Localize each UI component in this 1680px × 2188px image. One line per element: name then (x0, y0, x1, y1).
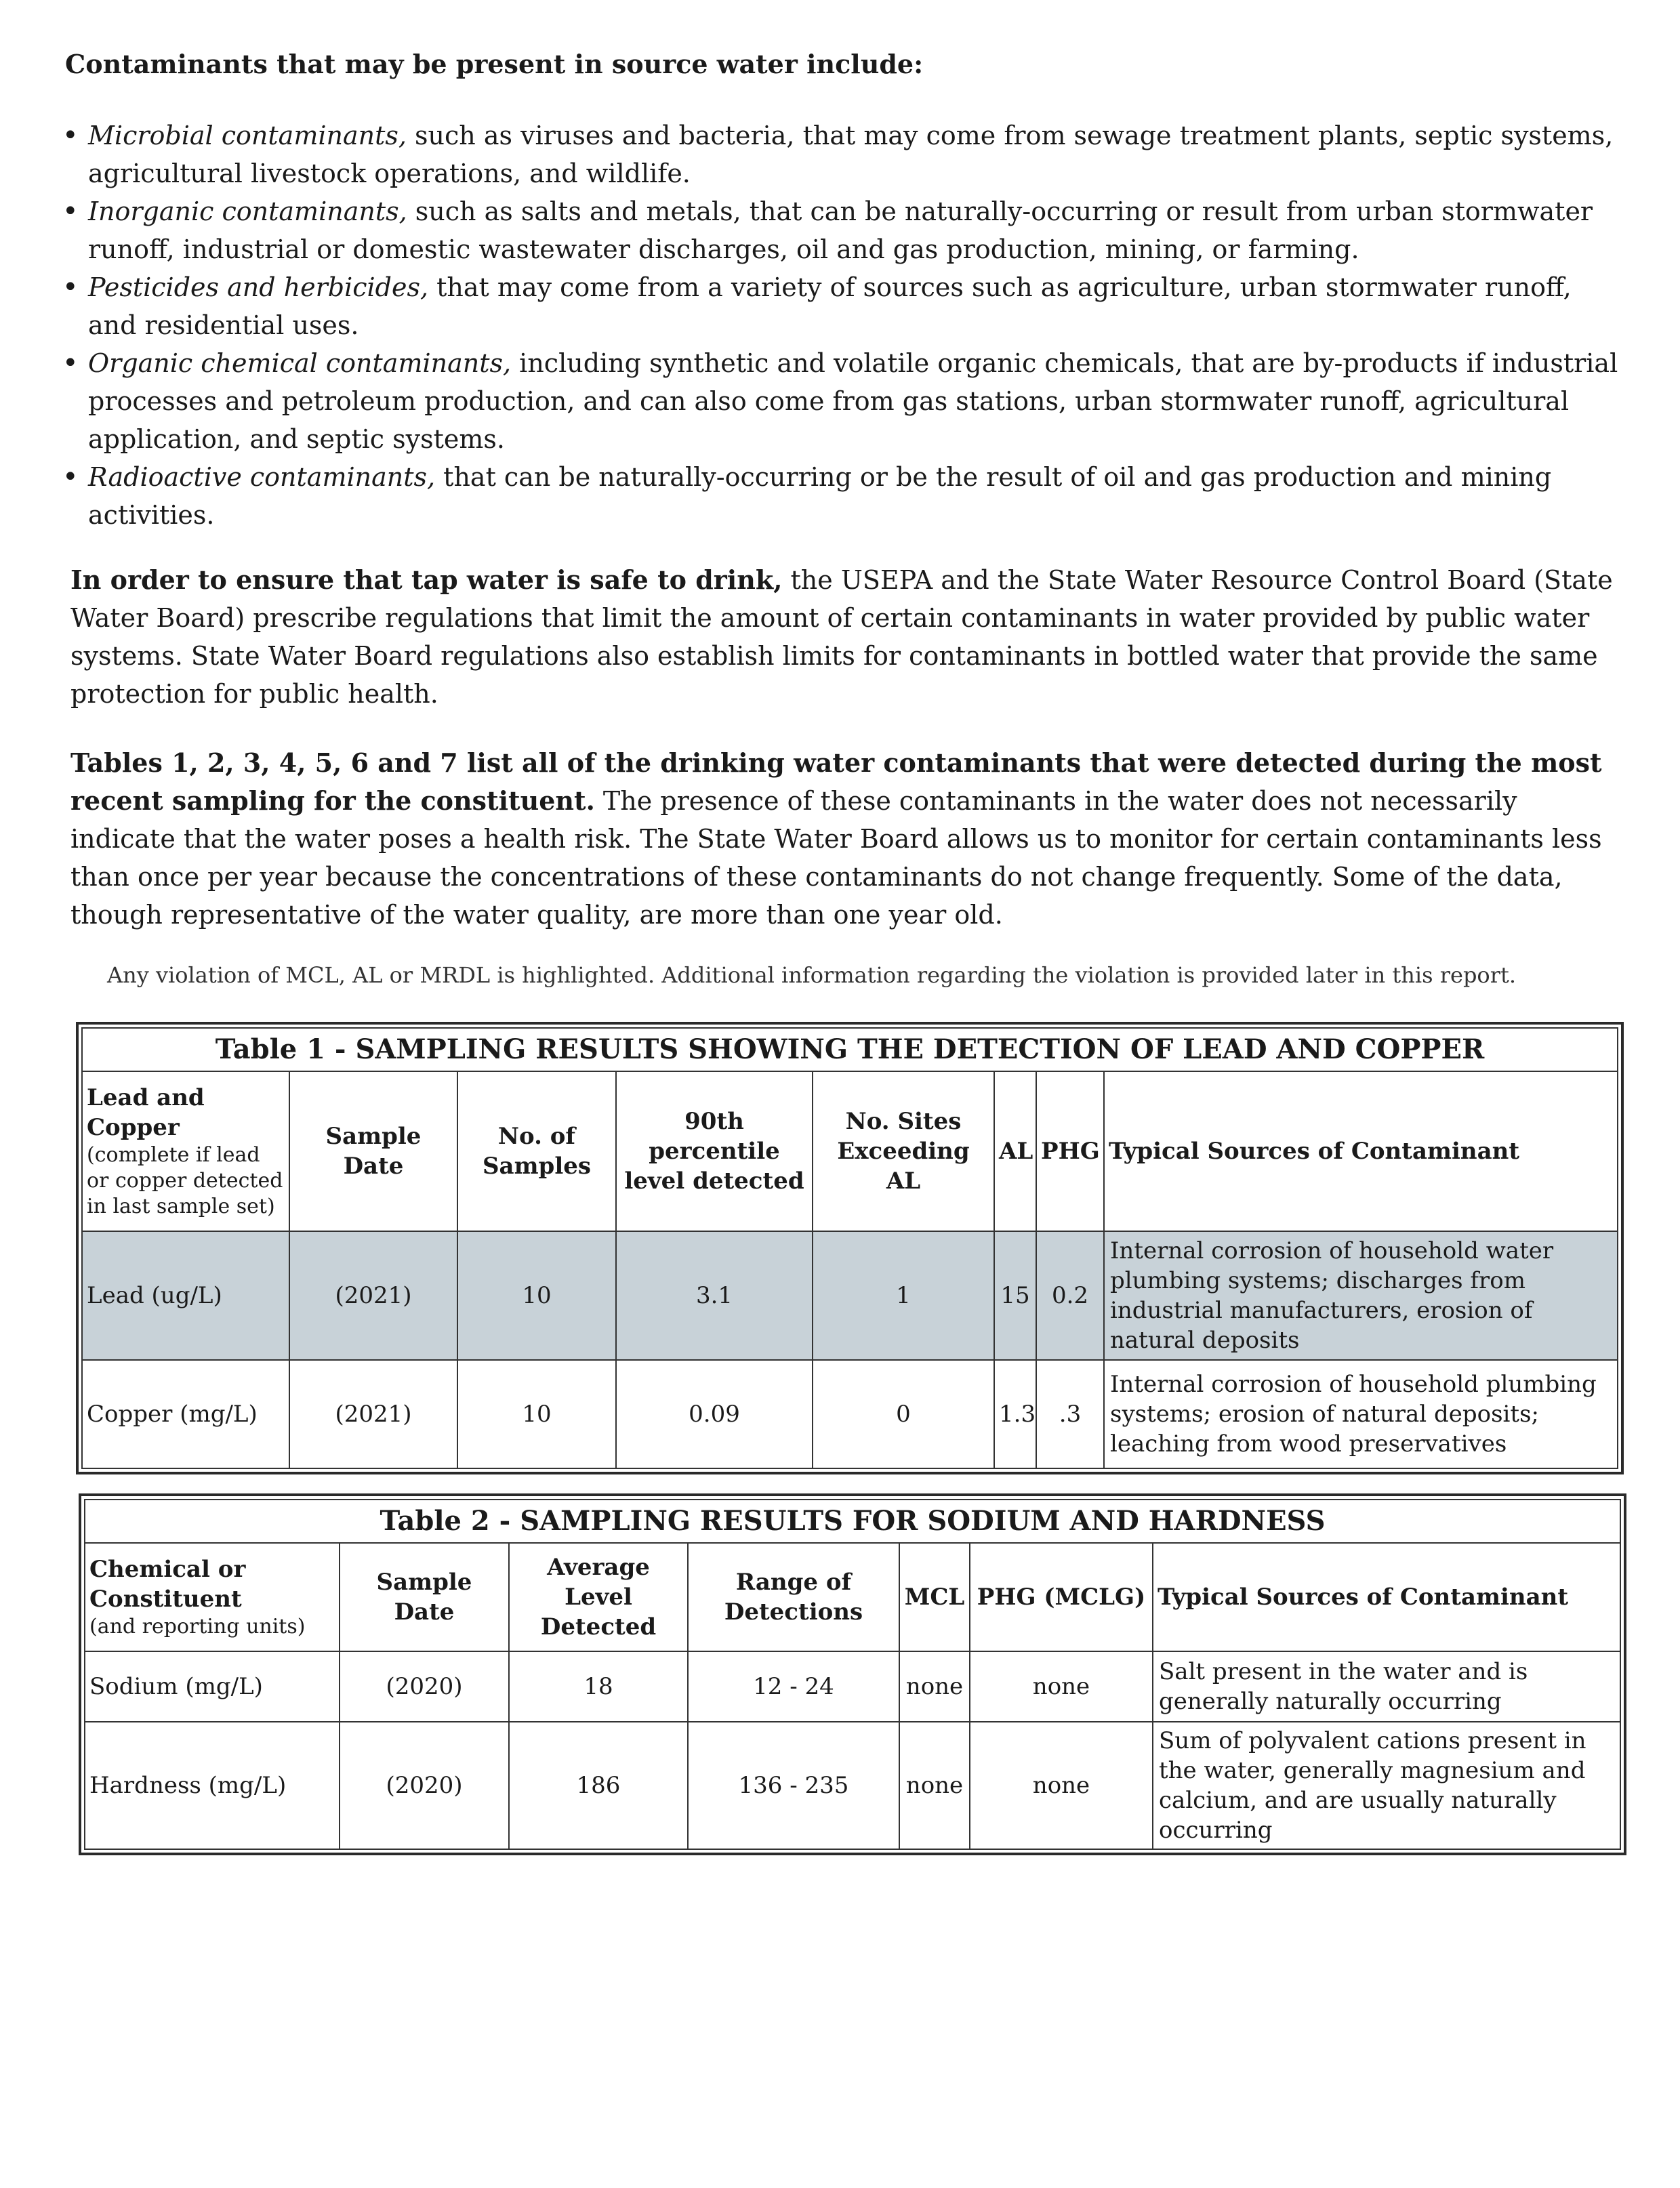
header-phg: PHG (1036, 1071, 1104, 1231)
header-al: AL (994, 1071, 1036, 1231)
list-item-text: that can be naturally-occurring or be the result of oil and gas production and mining activities. (88, 462, 1552, 530)
cell-range: 12 - 24 (688, 1651, 899, 1722)
cell-phg: none (970, 1651, 1153, 1722)
cell-mcl: none (899, 1722, 970, 1849)
table-header-row (85, 1543, 1620, 1651)
cell-name: Hardness (mg/L) (85, 1722, 340, 1849)
sodium-hardness-table (84, 1499, 1621, 1850)
header-lead-copper (82, 1071, 289, 1231)
header-phg: PHG (MCLG) (970, 1543, 1153, 1651)
list-item (62, 192, 1621, 268)
header-sites-exceeding: No. Sites Exceeding AL (813, 1071, 994, 1231)
cell-name: Copper (mg/L) (82, 1360, 289, 1468)
cell-date: (2021) (289, 1231, 457, 1360)
header-sources: Typical Sources of Contaminant (1153, 1543, 1620, 1651)
cell-exceeding: 0 (813, 1360, 994, 1468)
list-item-text: such as salts and metals, that can be naturally-occurring or result from urban stormwater runoff, industrial or domestic wastewater discharges, oil and gas production, mining, or farming. (88, 197, 1593, 264)
header-sub-label: (and reporting units) (89, 1615, 306, 1638)
list-item-text: that may come from a variety of sources such as agriculture, urban stormwater runoff, and residential uses. (88, 272, 1572, 340)
header-sample-date: Sample Date (340, 1543, 509, 1651)
header-main-label: Lead and Copper (87, 1084, 205, 1141)
table2-caption: Table 2 - SAMPLING RESULTS FOR SODIUM AND HARDNESS (84, 1499, 1621, 1542)
cell-name: Sodium (mg/L) (85, 1651, 340, 1722)
list-item-text: such as viruses and bacteria, that may come from sewage treatment plants, septic systems, agricultural livestock operations, and wildlife. (88, 121, 1614, 188)
cell-date: (2020) (340, 1722, 509, 1849)
list-item-term: Microbial contaminants, (88, 121, 407, 150)
cell-al: 15 (994, 1231, 1036, 1360)
cell-phg: .3 (1036, 1360, 1104, 1468)
list-item (62, 458, 1621, 534)
header-range: Range of Detections (688, 1543, 899, 1651)
cell-sources: Sum of polyvalent cations present in the water, generally magnesium and calcium, and are usually naturally occurring (1153, 1722, 1620, 1849)
table1-frame (76, 1022, 1624, 1474)
table-row (82, 1360, 1618, 1468)
header-average: Average Level Detected (509, 1543, 688, 1651)
cell-average: 18 (509, 1651, 688, 1722)
violation-note: Any violation of MCL, AL or MRDL is highlighted. Additional information regarding the violation is provided later in this report. (107, 962, 1517, 988)
cell-samples: 10 (457, 1231, 616, 1360)
table-header-row (82, 1071, 1618, 1231)
list-item (62, 344, 1621, 458)
table-row (82, 1231, 1618, 1360)
contaminants-heading: Contaminants that may be present in source water include: (65, 49, 924, 79)
list-item (62, 268, 1621, 344)
header-sources: Typical Sources of Contaminant (1104, 1071, 1618, 1231)
tables-paragraph-text: The presence of these contaminants in the water does not necessarily indicate that the water poses a health risk. The State Water Board allows us to monitor for certain contaminants less than once per year because the concentrations of these contaminants do not change frequently. Some of the data, though representative of the water quality, are more than one year old. (70, 786, 1602, 930)
cell-exceeding: 1 (813, 1231, 994, 1360)
header-percentile: 90th percentile level detected (616, 1071, 813, 1231)
table-row (85, 1722, 1620, 1849)
cell-range: 136 - 235 (688, 1722, 899, 1849)
cell-sources: Salt present in the water and is generally naturally occurring (1153, 1651, 1620, 1722)
tables-paragraph-lead: Tables 1, 2, 3, 4, 5, 6 and 7 list all of the drinking water contaminants that were detected during the most recent sampling for the constituent. (70, 747, 1602, 816)
cell-al: 1.3 (994, 1360, 1036, 1468)
cell-date: (2021) (289, 1360, 457, 1468)
safety-paragraph-text: the USEPA and the State Water Resource Control Board (State Water Board) prescribe regulations that limit the amount of certain contaminants in water provided by public water systems. State Water Board regulations also establish limits for contaminants in bottled water that provide the same protection for public health. (70, 565, 1613, 709)
table2-frame (79, 1493, 1626, 1855)
cell-samples: 10 (457, 1360, 616, 1468)
contaminants-list (62, 117, 1621, 534)
cell-percentile: 0.09 (616, 1360, 813, 1468)
cell-mcl: none (899, 1651, 970, 1722)
cell-percentile: 3.1 (616, 1231, 813, 1360)
tables-paragraph (70, 744, 1629, 934)
header-main-label: Chemical or Constituent (89, 1556, 246, 1613)
header-mcl: MCL (899, 1543, 970, 1651)
list-item-term: Pesticides and herbicides, (88, 272, 429, 302)
cell-phg: none (970, 1722, 1153, 1849)
safety-paragraph-lead: In order to ensure that tap water is safe to drink, (70, 564, 783, 595)
safety-paragraph (70, 561, 1629, 713)
header-sample-date: Sample Date (289, 1071, 457, 1231)
lead-copper-table (81, 1027, 1618, 1469)
table1-caption: Table 1 - SAMPLING RESULTS SHOWING THE DETECTION OF LEAD AND COPPER (81, 1027, 1618, 1071)
table-row (85, 1651, 1620, 1722)
cell-phg: 0.2 (1036, 1231, 1104, 1360)
cell-date: (2020) (340, 1651, 509, 1722)
list-item-term: Organic chemical contaminants, (88, 348, 512, 378)
cell-sources: Internal corrosion of household plumbing systems; erosion of natural deposits; leaching from wood preservatives (1104, 1360, 1618, 1468)
header-no-samples: No. of Samples (457, 1071, 616, 1231)
cell-sources: Internal corrosion of household water plumbing systems; discharges from industrial manufacturers, erosion of natural deposits (1104, 1231, 1618, 1360)
list-item-text: including synthetic and volatile organic chemicals, that are by-products if industrial processes and petroleum production, and can also come from gas stations, urban stormwater runoff, agricultural application, and septic systems. (88, 348, 1618, 454)
list-item-term: Radioactive contaminants, (88, 462, 436, 492)
list-item-term: Inorganic contaminants, (88, 197, 407, 226)
cell-average: 186 (509, 1722, 688, 1849)
cell-name: Lead (ug/L) (82, 1231, 289, 1360)
header-sub-label: (complete if lead or copper detected in last sample set) (87, 1143, 283, 1218)
list-item (62, 117, 1621, 192)
header-constituent (85, 1543, 340, 1651)
